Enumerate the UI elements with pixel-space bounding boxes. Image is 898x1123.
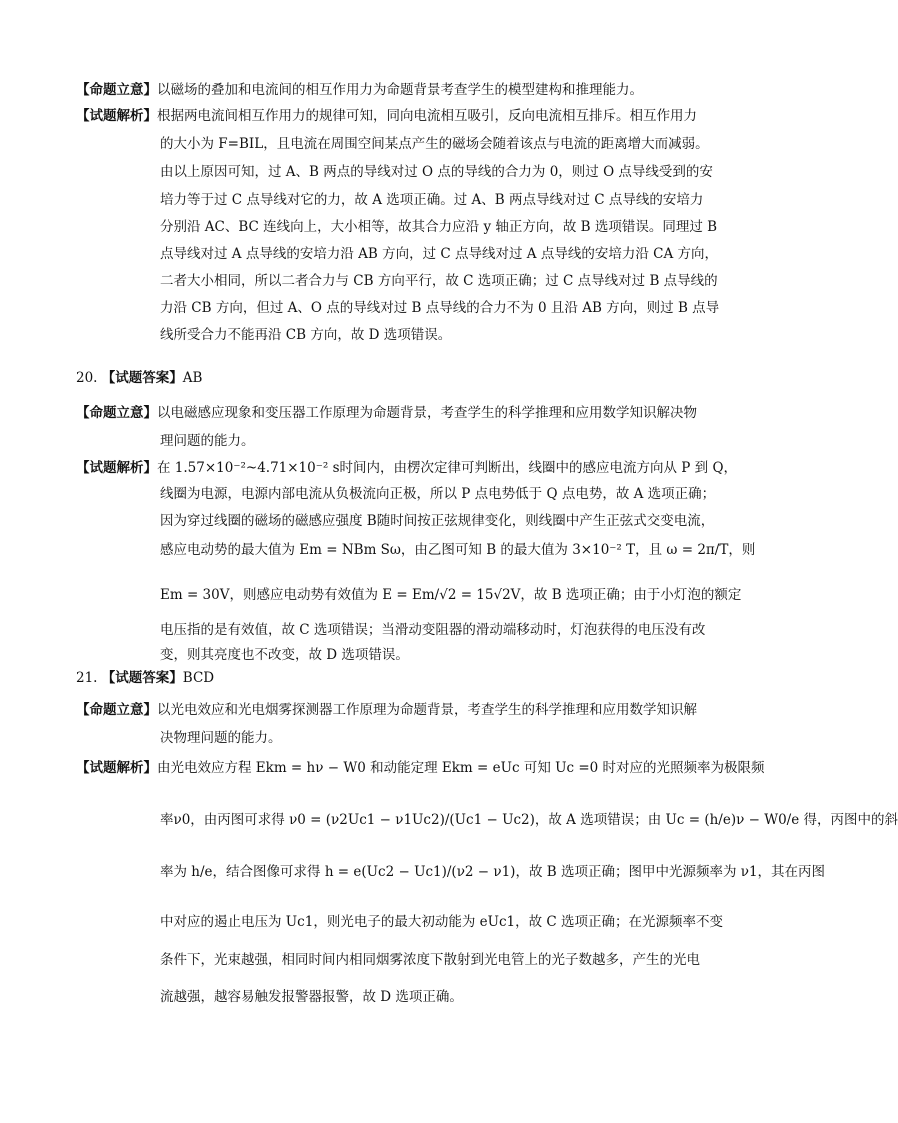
analysis-text: Em = 30V，则感应电动势有效值为 E = Em/√2 = 15√2V，故 B 选项正确；由于小灯泡的额定	[160, 587, 742, 603]
analysis-text: 电压指的是有效值，故 C 选项错误；当滑动变阻器的滑动端移动时，灯泡获得的电压没有改	[160, 622, 706, 638]
analysis-tag: 【试题解析】	[76, 760, 157, 776]
analysis-text: 率为 h/e，结合图像可求得 h = e(Uc2 − Uc1)/(ν2 − ν1)，故 B 选项正确；图甲中光源频率为 ν1，其在丙图	[160, 864, 826, 880]
analysis-text: 培力等于过 C 点导线对它的力，故 A 选项正确。过 A、B 两点导线对过 C 点导线的安培力	[160, 192, 704, 208]
analysis-text: 感应电动势的最大值为 Em = NBm Sω，由乙图可知 B 的最大值为 3×10⁻² T，且 ω = 2π/T，则	[160, 542, 756, 558]
analysis-text: 由以上原因可知，过 A、B 两点的导线对过 O 点的导线的合力为 0，则过 O 点导线受到的安	[160, 164, 713, 180]
answer-tag: 【试题答案】	[101, 370, 183, 386]
intent-text: 以磁场的叠加和电流间的相互作用力为命题背景考查学生的模型建构和推理能力。	[157, 82, 643, 98]
analysis-text: 线圈为电源，电源内部电流从负极流向正极，所以 P 点电势低于 Q 点电势，故 A 选项正确；	[160, 486, 716, 502]
analysis-text: 点导线对过 A 点导线的安培力沿 AB 方向，过 C 点导线对过 A 点导线的安培力沿 CA 方向，	[160, 246, 718, 262]
answer-value: BCD	[182, 670, 215, 686]
analysis-text: 分别沿 AC、BC 连线向上，大小相等，故其合力应沿 y 轴正方向，故 B 选项错误。同理过 B	[160, 219, 718, 235]
intent-tag: 【命题立意】	[76, 702, 157, 718]
intent-tag: 【命题立意】	[76, 82, 157, 98]
intent-text: 决物理问题的能力。	[160, 730, 282, 746]
analysis-text: 因为穿过线圈的磁场的磁感应强度 B随时间按正弦规律变化，则线圈中产生正弦式交变电流，	[160, 513, 715, 529]
answer-tag: 【试题答案】	[101, 670, 183, 686]
sec21-intent-line-0	[76, 700, 697, 720]
question-number: 21.	[76, 670, 98, 686]
analysis-text: 的大小为 F=BIL，且电流在周围空间某点产生的磁场会随着该点与电流的距离增大而减弱。	[160, 136, 709, 152]
sec20-answer	[76, 368, 202, 388]
analysis-text: 在 1.57×10⁻²~4.71×10⁻² s时间内，由楞次定律可判断出，线圈中的感应电流方向从 P 到 Q，	[157, 460, 738, 476]
analysis-text: 线所受合力不能再沿 CB 方向，故 D 选项错误。	[160, 327, 452, 343]
analysis-text: 力沿 CB 方向，但过 A、O 点的导线对过 B 点导线的合力不为 0 且沿 AB 方向，则过 B 点导	[160, 300, 720, 316]
sec21-answer	[76, 668, 214, 688]
analysis-text: 条件下，光束越强，相同时间内相同烟雾浓度下散射到光电管上的光子数越多，产生的光电	[160, 952, 700, 968]
analysis-text: 率ν0，由丙图可求得 ν0 = (ν2Uc1 − ν1Uc2)/(Uc1 − Uc2)，故 A 选项错误；由 Uc = (h/e)ν − W0/e 得，丙图中的斜	[160, 812, 898, 828]
analysis-tag: 【试题解析】	[76, 460, 157, 476]
sec20-intent-line-0	[76, 403, 697, 423]
intent-tag: 【命题立意】	[76, 405, 157, 421]
analysis-tag: 【试题解析】	[76, 108, 157, 124]
analysis-text: 根据两电流间相互作用力的规律可知，同向电流相互吸引，反向电流相互排斥。相互作用力	[157, 108, 697, 124]
answer-value: AB	[182, 370, 203, 386]
intent-text: 以光电效应和光电烟雾探测器工作原理为命题背景，考查学生的科学推理和应用数学知识解	[157, 702, 697, 718]
intent-text: 以电磁感应现象和变压器工作原理为命题背景，考查学生的科学推理和应用数学知识解决物	[157, 405, 697, 421]
sec19-intent	[76, 80, 643, 100]
analysis-text: 二者大小相同，所以二者合力与 CB 方向平行，故 C 选项正确；过 C 点导线对过 B 点导线的	[160, 273, 718, 289]
analysis-text: 由光电效应方程 Ekm = hν − W0 和动能定理 Ekm = eUc 可知 Uc =0 时对应的光照频率为极限频	[157, 760, 765, 776]
sec19-analysis-line-0	[76, 106, 697, 126]
sec20-analysis-line-0	[76, 458, 737, 478]
analysis-text: 变，则其亮度也不改变，故 D 选项错误。	[160, 647, 409, 663]
question-number: 20.	[76, 370, 98, 386]
analysis-text: 流越强，越容易触发报警器报警，故 D 选项正确。	[160, 989, 463, 1005]
sec21-analysis-line-0	[76, 758, 765, 778]
analysis-text: 中对应的遏止电压为 Uc1，则光电子的最大初动能为 eUc1，故 C 选项正确；在光源频率不变	[160, 914, 724, 930]
intent-text: 理问题的能力。	[160, 433, 255, 449]
